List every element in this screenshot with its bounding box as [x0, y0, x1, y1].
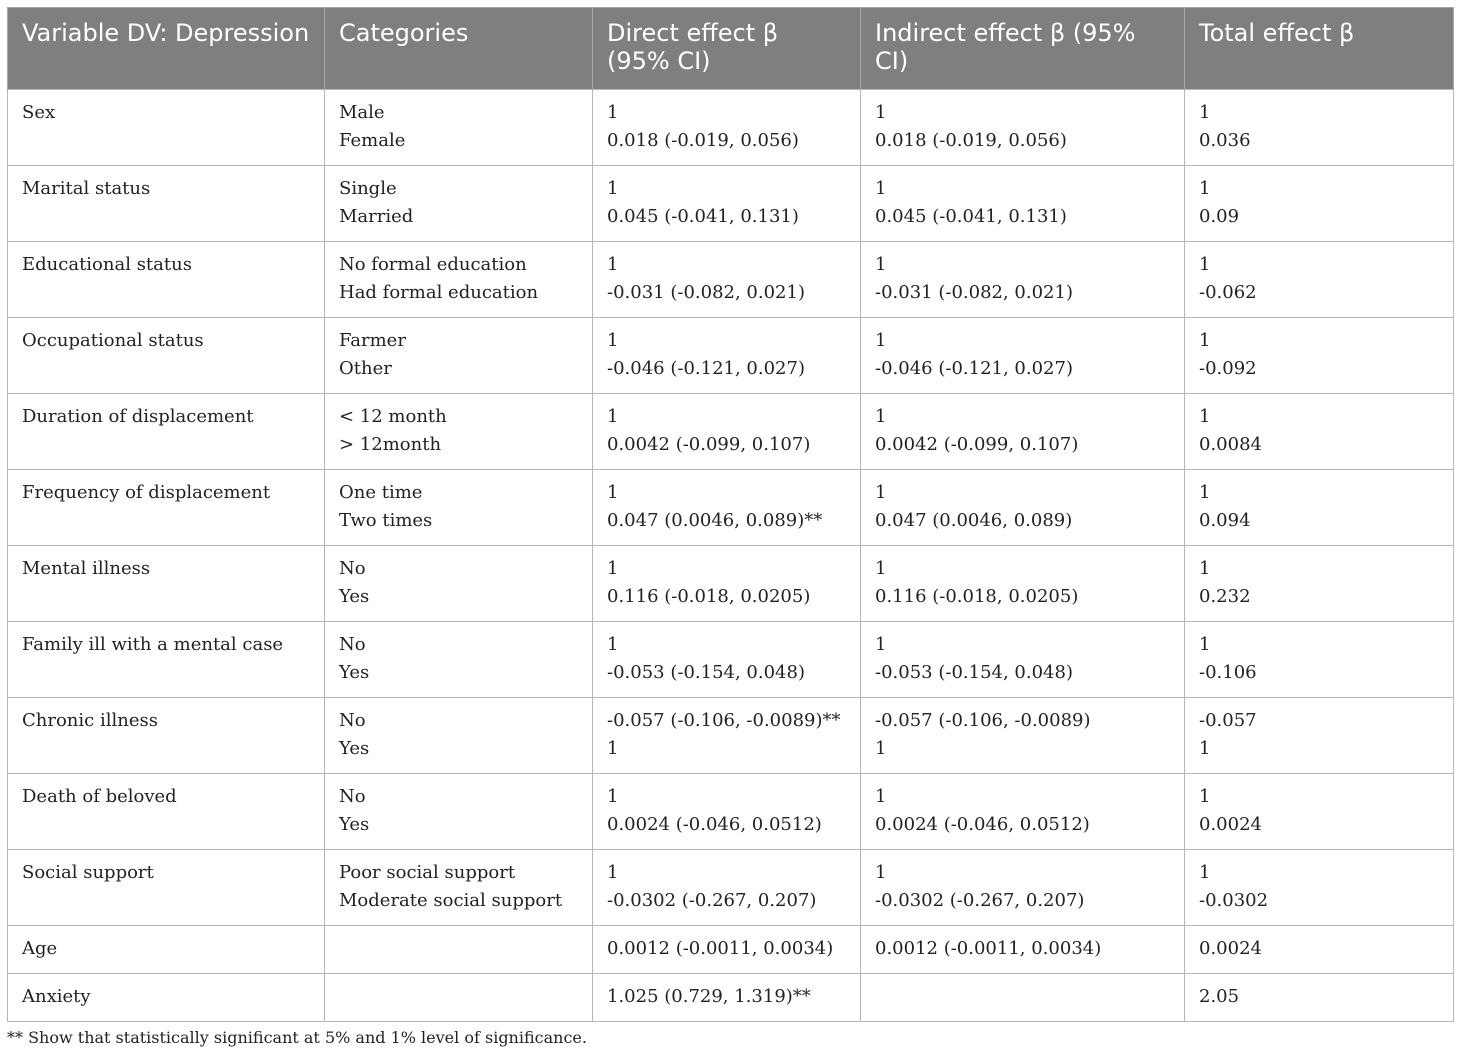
direct-effect-cell [593, 974, 861, 1022]
total-effect-line: -0.062 [1199, 282, 1257, 303]
variable-cell: Occupational status [8, 318, 325, 394]
indirect-effect-cell [861, 242, 1185, 318]
categories-line: Yes [339, 814, 370, 835]
indirect-effect-line: -0.046 (-0.121, 0.027) [875, 358, 1073, 379]
variable-cell: Social support [8, 850, 325, 926]
footnote: ** Show that statistically significant at 5% and 1% level of significance. [7, 1028, 587, 1047]
categories-line: > 12month [339, 434, 442, 455]
direct-effect-line: 0.045 (-0.041, 0.131) [607, 206, 799, 227]
variable-cell: Chronic illness [8, 698, 325, 774]
total-effect-line: 0.0024 [1199, 814, 1262, 835]
header-variable: Variable DV: Depression [8, 8, 325, 90]
total-effect-cell [1185, 242, 1454, 318]
categories-cell [325, 394, 593, 470]
indirect-effect-cell [861, 394, 1185, 470]
table-row [8, 242, 1454, 318]
direct-effect-line: 1 [607, 254, 619, 275]
total-effect-line: 0.094 [1199, 510, 1251, 531]
total-effect-cell [1185, 470, 1454, 546]
header-categories: Categories [325, 8, 593, 90]
table-row [8, 546, 1454, 622]
direct-effect-line: 1 [607, 558, 619, 579]
total-effect-cell [1185, 318, 1454, 394]
categories-cell [325, 774, 593, 850]
direct-effect-cell [593, 470, 861, 546]
categories-line: < 12 month [339, 406, 447, 427]
total-effect-cell [1185, 622, 1454, 698]
total-effect-line: 1 [1199, 558, 1211, 579]
indirect-effect-line: 1 [875, 178, 887, 199]
categories-line: Female [339, 130, 406, 151]
categories-cell [325, 926, 593, 974]
indirect-effect-line: 0.0012 (-0.0011, 0.0034) [875, 938, 1102, 959]
indirect-effect-cell [861, 90, 1185, 166]
categories-line: Had formal education [339, 282, 539, 303]
direct-effect-cell [593, 926, 861, 974]
categories-cell [325, 850, 593, 926]
total-effect-line: 0.09 [1199, 206, 1240, 227]
direct-effect-line: 0.116 (-0.018, 0.0205) [607, 586, 811, 607]
indirect-effect-line: -0.053 (-0.154, 0.048) [875, 662, 1073, 683]
variable-cell: Anxiety [8, 974, 325, 1022]
indirect-effect-line: -0.031 (-0.082, 0.021) [875, 282, 1073, 303]
total-effect-cell [1185, 850, 1454, 926]
indirect-effect-cell [861, 166, 1185, 242]
variable-cell: Duration of displacement [8, 394, 325, 470]
indirect-effect-cell [861, 318, 1185, 394]
direct-effect-line: 1 [607, 102, 619, 123]
direct-effect-line: 1 [607, 330, 619, 351]
indirect-effect-cell [861, 622, 1185, 698]
table-row [8, 90, 1454, 166]
direct-effect-line: 1 [607, 786, 619, 807]
categories-cell [325, 242, 593, 318]
variable-cell: Educational status [8, 242, 325, 318]
indirect-effect-cell [861, 546, 1185, 622]
indirect-effect-line: 0.0024 (-0.046, 0.0512) [875, 814, 1090, 835]
table-header [8, 8, 1454, 90]
variable-cell: Age [8, 926, 325, 974]
direct-effect-line: 1 [607, 178, 619, 199]
direct-effect-cell [593, 166, 861, 242]
indirect-effect-cell [861, 850, 1185, 926]
indirect-effect-cell [861, 926, 1185, 974]
table-row [8, 318, 1454, 394]
total-effect-line: 0.0024 [1199, 938, 1262, 959]
categories-cell [325, 470, 593, 546]
total-effect-cell [1185, 546, 1454, 622]
categories-cell [325, 318, 593, 394]
categories-line: No formal education [339, 254, 527, 275]
direct-effect-line: 1.025 (0.729, 1.319)** [607, 986, 811, 1007]
header-row [8, 8, 1454, 90]
categories-line: Moderate social support [339, 890, 563, 911]
direct-effect-cell [593, 774, 861, 850]
direct-effect-line: 0.0042 (-0.099, 0.107) [607, 434, 811, 455]
direct-effect-line: -0.057 (-0.106, -0.0089)** [607, 710, 841, 731]
table-row [8, 850, 1454, 926]
categories-line: Yes [339, 662, 370, 683]
total-effect-line: -0.0302 [1199, 890, 1269, 911]
total-effect-line: 0.036 [1199, 130, 1251, 151]
categories-line: Single [339, 178, 397, 199]
indirect-effect-line: 1 [875, 482, 887, 503]
direct-effect-line: 0.047 (0.0046, 0.089)** [607, 510, 823, 531]
categories-cell [325, 698, 593, 774]
indirect-effect-line: 1 [875, 786, 887, 807]
total-effect-cell [1185, 926, 1454, 974]
categories-cell [325, 974, 593, 1022]
total-effect-line: 1 [1199, 254, 1211, 275]
total-effect-line: 0.232 [1199, 586, 1251, 607]
direct-effect-line: -0.0302 (-0.267, 0.207) [607, 890, 817, 911]
total-effect-cell [1185, 974, 1454, 1022]
variable-cell: Mental illness [8, 546, 325, 622]
direct-effect-line: 1 [607, 634, 619, 655]
indirect-effect-line: 0.047 (0.0046, 0.089) [875, 510, 1073, 531]
table-row [8, 974, 1454, 1022]
indirect-effect-cell [861, 774, 1185, 850]
direct-effect-line: 1 [607, 862, 619, 883]
total-effect-line: 2.05 [1199, 986, 1240, 1007]
indirect-effect-line: 1 [875, 634, 887, 655]
categories-line: No [339, 634, 366, 655]
total-effect-line: 1 [1199, 330, 1211, 351]
total-effect-line: 1 [1199, 406, 1211, 427]
direct-effect-line: -0.053 (-0.154, 0.048) [607, 662, 805, 683]
indirect-effect-line: 1 [875, 406, 887, 427]
table-row [8, 622, 1454, 698]
categories-cell [325, 546, 593, 622]
total-effect-line: -0.092 [1199, 358, 1257, 379]
effects-table [7, 7, 1454, 1022]
direct-effect-line: -0.031 (-0.082, 0.021) [607, 282, 805, 303]
direct-effect-line: 0.0012 (-0.0011, 0.0034) [607, 938, 834, 959]
categories-cell [325, 90, 593, 166]
results-table-container [7, 7, 1453, 1022]
categories-line: Farmer [339, 330, 406, 351]
direct-effect-cell [593, 546, 861, 622]
table-row [8, 166, 1454, 242]
indirect-effect-line: 0.018 (-0.019, 0.056) [875, 130, 1067, 151]
total-effect-line: 1 [1199, 862, 1211, 883]
indirect-effect-line: 0.045 (-0.041, 0.131) [875, 206, 1067, 227]
indirect-effect-cell [861, 698, 1185, 774]
header-total-effect: Total effect β [1185, 8, 1454, 90]
variable-cell: Death of beloved [8, 774, 325, 850]
direct-effect-cell [593, 318, 861, 394]
indirect-effect-cell [861, 974, 1185, 1022]
table-row [8, 774, 1454, 850]
table-row [8, 394, 1454, 470]
variable-cell: Family ill with a mental case [8, 622, 325, 698]
total-effect-cell [1185, 90, 1454, 166]
direct-effect-line: 1 [607, 406, 619, 427]
categories-cell [325, 166, 593, 242]
total-effect-line: 1 [1199, 102, 1211, 123]
categories-line: No [339, 558, 366, 579]
indirect-effect-line: 0.0042 (-0.099, 0.107) [875, 434, 1079, 455]
direct-effect-line: -0.046 (-0.121, 0.027) [607, 358, 805, 379]
header-direct-effect: Direct effect β (95% CI) [593, 8, 861, 90]
categories-line: Yes [339, 586, 370, 607]
categories-line: Two times [339, 510, 433, 531]
direct-effect-line: 0.0024 (-0.046, 0.0512) [607, 814, 822, 835]
total-effect-line: 1 [1199, 178, 1211, 199]
indirect-effect-line: 1 [875, 558, 887, 579]
total-effect-line: 1 [1199, 482, 1211, 503]
categories-line: Other [339, 358, 392, 379]
total-effect-line: 0.0084 [1199, 434, 1262, 455]
total-effect-line: 1 [1199, 738, 1211, 759]
categories-line: Male [339, 102, 385, 123]
indirect-effect-line: 1 [875, 102, 887, 123]
indirect-effect-line: 1 [875, 738, 887, 759]
total-effect-line: -0.106 [1199, 662, 1257, 683]
variable-cell: Sex [8, 90, 325, 166]
direct-effect-cell [593, 394, 861, 470]
direct-effect-cell [593, 622, 861, 698]
total-effect-cell [1185, 774, 1454, 850]
categories-line: No [339, 710, 366, 731]
categories-line: One time [339, 482, 423, 503]
table-row [8, 470, 1454, 546]
total-effect-cell [1185, 166, 1454, 242]
categories-cell [325, 622, 593, 698]
indirect-effect-line: 1 [875, 254, 887, 275]
direct-effect-line: 1 [607, 738, 619, 759]
table-row [8, 698, 1454, 774]
indirect-effect-line: -0.057 (-0.106, -0.0089) [875, 710, 1091, 731]
variable-cell: Frequency of displacement [8, 470, 325, 546]
total-effect-line: -0.057 [1199, 710, 1257, 731]
direct-effect-cell [593, 850, 861, 926]
total-effect-cell [1185, 394, 1454, 470]
indirect-effect-line: 0.116 (-0.018, 0.0205) [875, 586, 1079, 607]
header-indirect-effect: Indirect effect β (95% CI) [861, 8, 1185, 90]
table-row [8, 926, 1454, 974]
indirect-effect-cell [861, 470, 1185, 546]
table-body [8, 90, 1454, 1022]
indirect-effect-line: 1 [875, 330, 887, 351]
indirect-effect-line: 1 [875, 862, 887, 883]
categories-line: Married [339, 206, 414, 227]
direct-effect-cell [593, 90, 861, 166]
direct-effect-cell [593, 698, 861, 774]
direct-effect-cell [593, 242, 861, 318]
indirect-effect-line: -0.0302 (-0.267, 0.207) [875, 890, 1085, 911]
categories-line: Poor social support [339, 862, 516, 883]
total-effect-cell [1185, 698, 1454, 774]
categories-line: No [339, 786, 366, 807]
total-effect-line: 1 [1199, 634, 1211, 655]
direct-effect-line: 0.018 (-0.019, 0.056) [607, 130, 799, 151]
direct-effect-line: 1 [607, 482, 619, 503]
variable-cell: Marital status [8, 166, 325, 242]
categories-line: Yes [339, 738, 370, 759]
total-effect-line: 1 [1199, 786, 1211, 807]
